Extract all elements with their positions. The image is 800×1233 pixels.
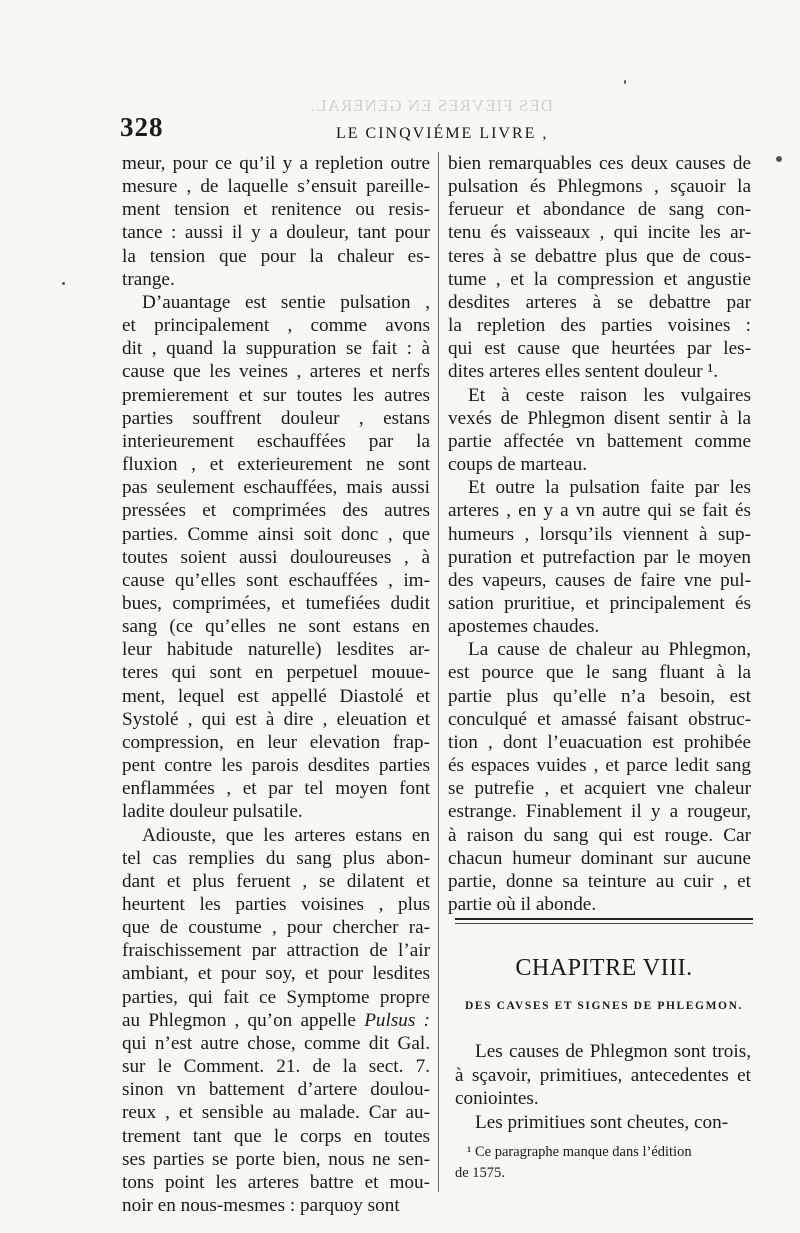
text-line: vexés de Phlegmon disent sentir à la — [448, 407, 751, 429]
text-line: tion , dont l’euacuation est prohibée — [448, 731, 751, 753]
text-line: parties souffrent douleur , estans — [122, 407, 430, 429]
text-line: partie, donne sa teinture au cuir , et — [448, 870, 751, 892]
text-line: au Phlegmon , qu’on appelle Pulsus : — [122, 1009, 430, 1031]
text-line: pulsation és Phlegmons , sçauoir la — [448, 176, 751, 198]
text-line: partie où il abonde. — [448, 894, 597, 915]
chapter-title: CHAPITRE VIII. — [515, 955, 693, 981]
paragraph — [122, 291, 430, 824]
paragraph — [455, 1040, 751, 1111]
text-line: apostemes chaudes. — [448, 616, 600, 638]
text-line: partie plus qu’elle n’a besoin, est — [448, 685, 751, 707]
paper-speck — [62, 282, 65, 285]
footnote — [455, 1142, 755, 1184]
text-line: cause que les veines , arteres et nerfs — [122, 361, 430, 383]
text-line: parties. Comme ainsi soit donc , que — [122, 523, 430, 545]
text-line: puration et putrefaction par le moyen — [448, 546, 751, 568]
text-line: sation pruritiue, et principalement és — [448, 592, 751, 614]
text-line: desdites arteres à se debattre par — [448, 291, 751, 313]
text-line: tenu és vaisseaux , qui incite les ar- — [448, 222, 751, 244]
text-line: pressées et comprimées des autres — [122, 500, 430, 522]
text-line: enflammées , et par tel moyen font — [122, 778, 430, 800]
text-line: teres à se debattre plus que de cous- — [448, 245, 751, 267]
text-line: ambiant, et pour soy, et pour lesdites — [122, 963, 430, 985]
text-line: teres qui sont en perpetuel mouue- — [122, 662, 430, 684]
text-line: reux , et sensible au malade. Car au- — [122, 1102, 430, 1124]
text-line: ment tension et renitence ou resis- — [122, 199, 430, 221]
bleed-through-text: DES FIEVRES EN GENERAL. — [310, 96, 554, 115]
paragraph — [122, 824, 430, 1218]
text-line: tel cas remplies du sang plus abon- — [122, 847, 430, 869]
page-number: 328 — [120, 112, 164, 142]
text-line: est pource que le sang fluant à la — [448, 662, 751, 684]
text-line: La cause de chaleur au Phlegmon, — [468, 639, 751, 661]
paragraph — [448, 638, 751, 916]
text-line: dit , quand la suppuration se fait : à — [122, 338, 430, 360]
text-line: qui n’est autre chose, comme dit Gal. — [122, 1032, 430, 1054]
text-line: arteres , en y a vn autre qui se fait és — [448, 500, 751, 522]
text-line: des vapeurs, causes de faire vne pul- — [448, 569, 751, 591]
text-line: ment, lequel est appellé Diastolé et — [122, 685, 430, 707]
text-line: la repletion des parties voisines : — [448, 315, 751, 337]
footnote-line: ¹ Ce paragraphe manque dans l’édition — [467, 1144, 692, 1160]
chapter-body — [455, 1040, 751, 1134]
text-line: meur, pour ce qu’il y a repletion outre — [122, 153, 430, 174]
text-line: à raison du sang qui est rouge. Car — [448, 824, 751, 846]
running-head: LE CINQVIÉME LIVRE , — [336, 125, 549, 142]
text-line: sinon vn battement d’artere doulou- — [122, 1079, 430, 1101]
text-line: à sçavoir, primitiues, antecedentes et — [455, 1064, 751, 1086]
text-line: ladite douleur pulsatile. — [122, 801, 303, 823]
text-line: Les causes de Phlegmon sont trois, — [475, 1041, 751, 1062]
column-divider — [438, 152, 439, 1192]
text-line: compression, en leur elevation frap- — [122, 731, 430, 753]
text-line: premierement et sur toutes les autres — [122, 384, 430, 406]
text-line: qui est cause que heurtées par les- — [448, 338, 751, 360]
text-line: conculqué et amassé faisant obstruc- — [448, 708, 751, 730]
text-line: dites arteres elles sentent douleur ¹. — [448, 361, 719, 383]
text-line: sang (ce qu’elles ne sont estans en — [122, 616, 430, 638]
text-line: D’auantage est sentie pulsation , — [142, 291, 430, 313]
paper-speck — [624, 80, 626, 84]
text-line: cause qu’elles sont eschauffées , im- — [122, 569, 430, 591]
text-line: la tension que pour la chaleur es- — [122, 245, 430, 267]
paragraph — [448, 476, 751, 638]
text-line: toutes soient aussi douloureuses , à — [122, 546, 430, 568]
paragraph — [448, 384, 751, 477]
chapter-rule — [455, 918, 753, 920]
text-line: ferueur et abondance de sang con- — [448, 199, 751, 221]
text-line: coups de marteau. — [448, 454, 588, 476]
paragraph — [448, 152, 751, 384]
text-line: que de coustume , pour chercher ra- — [122, 917, 430, 939]
text-line: leur habitude naturelle) lesdites ar- — [122, 639, 430, 661]
text-line: heurtent les parties voisines , plus — [122, 894, 430, 915]
chapter-subtitle: DES CAVSES ET SIGNES DE PHLEGMON. — [465, 1000, 743, 1012]
text-line: és espaces vuides , et parce ledit sang — [448, 755, 751, 777]
text-line: Les primitiues sont cheutes, con- — [475, 1111, 729, 1133]
text-line: trement tant que le corps en toutes — [122, 1125, 430, 1147]
text-line: tons point les arteres battre et mou- — [122, 1171, 430, 1193]
text-line: noir en nous-mesmes : parquoy sont — [122, 1195, 400, 1217]
text-line: interieurement eschauffées par la — [122, 430, 430, 452]
text-line: pas seulement eschauffées, mais aussi — [122, 477, 430, 499]
paper-speck — [776, 156, 782, 162]
text-line: Adiouste, que les arteres estans en — [142, 824, 430, 846]
text-line: Et à ceste raison les vulgaires — [468, 384, 751, 406]
text-line: tance : aussi il y a douleur, tant pour — [122, 222, 430, 244]
paragraph — [122, 152, 430, 291]
italic-term: Pulsus : — [364, 1009, 430, 1031]
text-line: trange. — [122, 268, 175, 290]
text-line: ses parties se porte bien, nous ne sen- — [122, 1148, 430, 1170]
text-line: pent contre les parois desdites parties — [122, 755, 430, 777]
text-line: et principalement , comme avons — [122, 315, 430, 337]
chapter-rule — [455, 923, 753, 924]
text-line: dant et plus feruent , se dilatent et — [122, 870, 430, 892]
text-line: sur le Comment. 21. de la sect. 7. — [122, 1056, 430, 1078]
text-line: bues, comprimées, et tumefiées dudit — [122, 592, 430, 614]
text-line: fluxion , et exterieurement ne sont — [122, 454, 430, 476]
text-line: partie affectée vn battement comme — [448, 430, 751, 452]
text-line: Et outre la pulsation faite par les — [468, 477, 751, 499]
text-line: bien remarquables ces deux causes de — [448, 153, 751, 174]
text-line: mesure , de laquelle s’ensuit pareille- — [122, 176, 430, 198]
paragraph — [455, 1111, 751, 1135]
right-column — [448, 152, 751, 916]
text-line: tume , et la compression et angustie — [448, 268, 751, 290]
text-line: estrange. Finablement il y a rougeur, — [448, 801, 751, 823]
footnote-line: de 1575. — [455, 1165, 505, 1181]
text-line: fraischissement par attraction de l’air — [122, 940, 430, 962]
text-line: humeurs , lorsqu’ils viennent à sup- — [448, 523, 751, 545]
text-line: chacun humeur dominant sur aucune — [448, 847, 751, 869]
left-column — [122, 152, 430, 1217]
text-line: parties, qui fait ce Symptome propre — [122, 986, 430, 1008]
text-line: coniointes. — [455, 1088, 539, 1109]
text-line: Systolé , qui est à dire , eleuation et — [122, 708, 430, 730]
text-line: se putrefie , et acquiert vne chaleur — [448, 778, 751, 800]
